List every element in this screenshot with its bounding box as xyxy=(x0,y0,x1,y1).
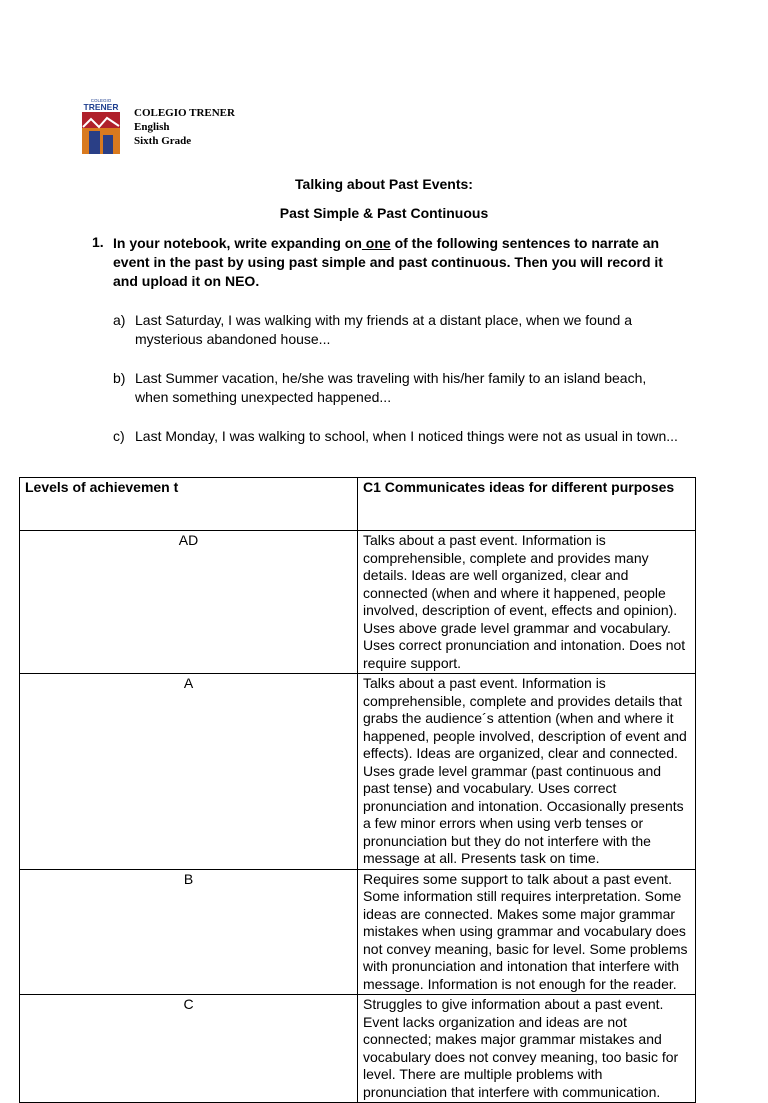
grade: Sixth Grade xyxy=(134,135,192,147)
rubric-level: B xyxy=(20,869,358,995)
question-text-before: In your notebook, write expanding on xyxy=(113,235,362,251)
school-info xyxy=(134,106,235,148)
question-text xyxy=(113,234,683,291)
rubric-description: Struggles to give information about a past event. Event lacks organization and ideas are not connected; makes major grammar mistakes and vocabulary does not convey meaning, too basic for level. There are multiple problems with pronunciation that interfere with communication. xyxy=(358,995,696,1103)
question-text-after: of the following sentences to narrate an event in the past by using past simple and past continuous. Then you will record it and upload it on NEO. xyxy=(113,235,663,289)
option-letter: c) xyxy=(113,428,125,444)
rubric-description: Talks about a past event. Information is comprehensible, complete and provides many details. Ideas are well organized, clear and connected (when and where it happened, people involved, description of event, effects and opinion). Uses above grade level grammar and vocabulary. Uses correct pronunciation and intonation. Does not require support. xyxy=(358,531,696,674)
rubric-level: A xyxy=(20,674,358,870)
table-row xyxy=(20,674,696,870)
rubric-table xyxy=(19,477,696,1103)
svg-text:TRENER: TRENER xyxy=(83,102,119,112)
subject: English xyxy=(134,121,170,133)
rubric-header-row xyxy=(20,478,696,531)
option-c xyxy=(113,427,683,446)
option-text: Last Summer vacation, he/she was traveling with his/her family to an island beach, when something unexpected happened... xyxy=(135,370,647,405)
option-b xyxy=(113,369,683,407)
option-text: Last Monday, I was walking to school, when I noticed things were not as usual in town... xyxy=(135,428,678,444)
worksheet-subtitle: Past Simple & Past Continuous xyxy=(279,205,489,221)
question-number: 1. xyxy=(92,234,104,250)
svg-text:COLEGIO: COLEGIO xyxy=(90,98,112,103)
option-letter: a) xyxy=(113,312,126,328)
table-row xyxy=(20,995,696,1103)
school-logo xyxy=(81,97,121,154)
option-letter: b) xyxy=(113,370,126,386)
option-text: Last Saturday, I was walking with my friends at a distant place, when we found a mysterious abandoned house... xyxy=(135,312,632,347)
rubric-level: C xyxy=(20,995,358,1103)
worksheet-title: Talking about Past Events: xyxy=(295,176,473,192)
rubric-header-level: Levels of achievemen t xyxy=(20,478,358,531)
rubric-description: Talks about a past event. Information is comprehensible, complete and provides details that grabs the audience´s attention (when and where it happened, people involved, description of event and effects). Ideas are organized, clear and connected. Uses grade level grammar (past continuous and past tense) and vocabulary. Uses correct pronunciation and intonation. Occasionally presents a few minor errors when using verb tenses or pronunciation but they do not interfere with the message at all. Presents task on time. xyxy=(358,674,696,870)
table-row xyxy=(20,869,696,995)
table-row xyxy=(20,531,696,674)
question-emphasis: one xyxy=(361,235,391,251)
rubric-level: AD xyxy=(20,531,358,674)
rubric-description: Requires some support to talk about a past event. Some information still requires interpretation. Some ideas are connected. Makes some major grammar mistakes when using grammar and vocabulary does not convey meaning, basic for level. Some problems with pronunciation and intonation that interfere with message. Information is not enough for the reader. xyxy=(358,869,696,995)
option-a xyxy=(113,311,683,349)
rubric-header-criterion: C1 Communicates ideas for different purposes xyxy=(358,478,696,531)
school-name: COLEGIO TRENER xyxy=(134,107,235,119)
